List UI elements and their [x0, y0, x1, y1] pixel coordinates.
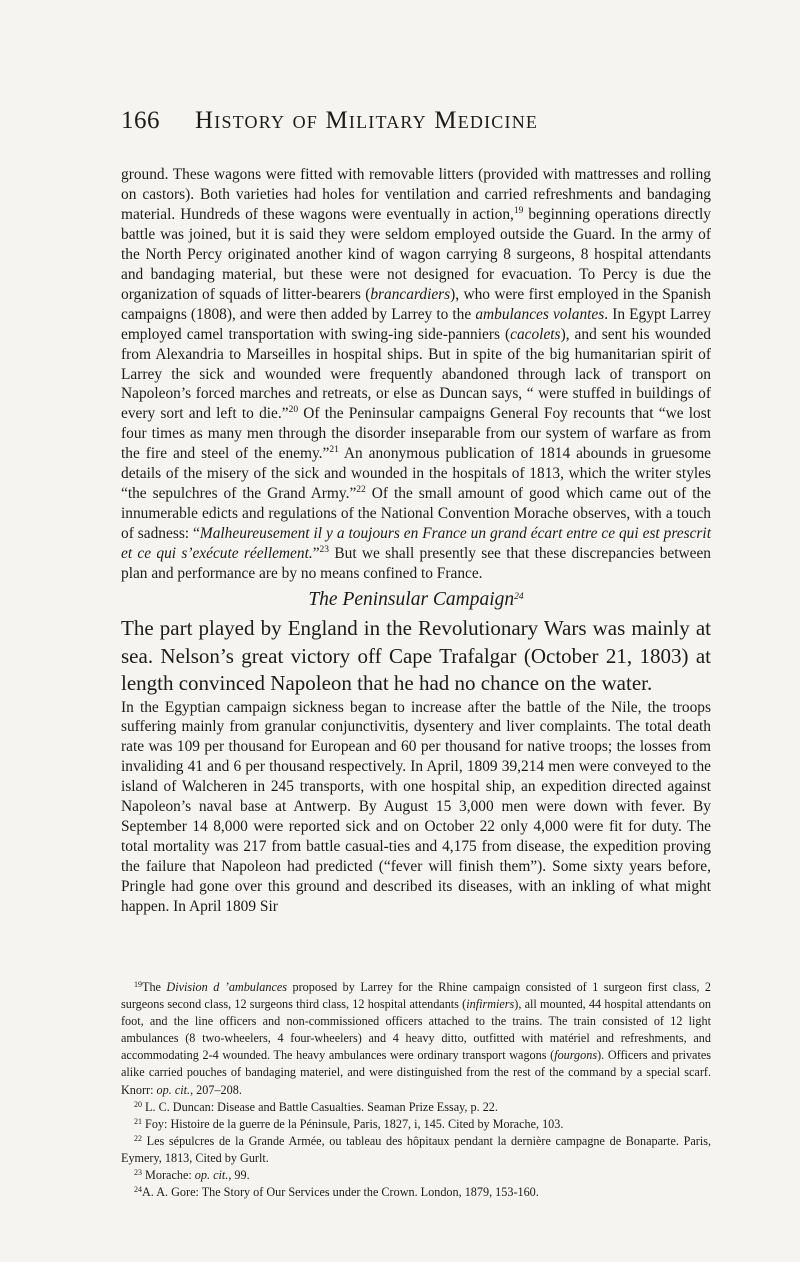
running-title: History of Military Medicine [195, 107, 539, 134]
footnote-21: $^{21}$ Foy: Histoire de la guerre de la Péninsule, Paris, 1827, i, 145. Cited by Morache, 103. [134, 1116, 564, 1131]
page-number: 166 [121, 107, 160, 134]
footnote-19: $^{19}$The Division d ’ambulances proposed by Larrey for the Rhine campaign consisted of 1 surgeon first class, 2 surgeons second class, 12 surgeons third class, 12 hospital attendants (infirmiers), all mounted, 44 hospital attendants on foot, and the line officers and non-commissioned officers attached to the trains. The train consisted of 12 light ambulances (8 two-wheelers, 4 four-wheelers) and 4 heavy ditto, outfitted with matériel and refreshments, and accommodating 2-4 wounded. The heavy ambulances were ordinary transport wagons (fourgons). Officers and privates alike carried pouches of bandaging materiel, and were distinguished from the rest of the command by a special scarf. Knorr: op. cit., 207–208. [121, 980, 711, 1097]
main-text [121, 165, 711, 917]
french-quote: Malheureusement il y a toujours en France un grand écart entre ce qui est prescrit et ce qui s’exécute réellement. [121, 525, 711, 563]
footnote-ref-24[interactable]: 24 [514, 592, 524, 603]
footnote-23: $^{23}$ Morache: op. cit., 99. [134, 1168, 250, 1183]
section-heading: The Peninsular Campaign$^{24}$ [308, 589, 524, 611]
footnote-ref-21[interactable]: 21 [329, 445, 339, 456]
footnote-ref-19[interactable]: 19 [513, 205, 524, 216]
footnote-24: $^{24}$A. A. Gore: The Story of Our Services under the Crown. London, 1879, 153-160. [134, 1185, 539, 1200]
footnote-22: $^{22}$ Les sépulcres de la Grande Armée, ou tableau des hôpitaux pendant la dernière campagne de Bonaparte. Paris, Eymery, 1813, Cited by Gurlt. [121, 1133, 711, 1165]
paragraph-1: ground. These wagons were fitted with removable litters (provided with mattresses and rolling on castors). Both varieties had holes for ventilation and carried refreshments and bandaging material. Hundreds of these wagons were eventually in action,$^{19}$ beginning operations directly battle was joined, but it is said they were seldom employed outside the Guard. In the army of the North Percy originated another kind of wagon carrying 8 surgeons, 8 hospital attendants and bandaging material, but these were not designed for evacuation. To Percy is due the organization of squads of litter-bearers (brancardiers), who were first employed in the Spanish campaigns (1808), and were then added by Larrey to the ambulances volantes. In Egypt Larrey employed camel transportation with swing-ing side-panniers (cacolets), and sent his wounded from Alexandria to Marseilles in hospital ships. But in spite of the big humanitarian spirit of Larrey the sick and wounded were frequently abandoned through lack of transport on Napoleon’s forced marches and retreats, or else as Duncan says, “ were stuffed in buildings of every sort and left to die.”$^{20}$ Of the Peninsular campaigns General Foy recounts that “we lost four times as many men through the disorder inseparable from our system of warfare as from the fire and steel of the enemy.”$^{21}$ An anonymous publication of 1814 abounds in gruesome details of the misery of the sick and wounded in the hospitals of 1813, which the writer styles “the sepulchres of the Grand Army.”$^{22}$ Of the small amount of good which came out of the innumerable edicts and regulations of the National Convention Morache observes, with a touch of sadness: “Malheureusement il y a toujours en France un grand écart entre ce qui est prescrit et ce qui s’exécute réellement.”$^{23}$ But we shall presently see that these discrepancies between plan and performance are by no means confined to France. [121, 166, 712, 583]
footnote-ref-22[interactable]: 22 [356, 485, 366, 496]
footnote-ref-20[interactable]: 20 [288, 405, 299, 416]
page-header [121, 107, 711, 151]
lead-paragraph: The part played by England in the Revolutionary Wars was mainly at sea. Nelson’s great victory off Cape Trafalgar (October 21, 1803) at length convinced Napoleon that he had no chance on the water. [121, 616, 711, 696]
footnotes [121, 979, 711, 1201]
paragraph-2: In the Egyptian campaign sickness began to increase after the battle of the Nile, the troops suffering mainly from granular conjunctivitis, dysentery and liver complaints. The total death rate was 109 per thousand for European and 60 per thousand for native troops; the losses from invaliding 41 and 6 per thousand respectively. In April, 1809 39,214 men were conveyed to the island of Walcheren in 245 transports, with one hospital ship, an expedition directed against Napoleon’s naval base at Antwerp. By August 15 3,000 men were down with fever. By September 14 8,000 were reported sick and on October 22 only 4,000 were fit for duty. The total mortality was 217 from battle casual-ties and 4,175 from disease, the expedition proving the failure that Napoleon had predicted (“fever will finish them”). Some sixty years before, Pringle had gone over this ground and described its diseases, with an inkling of what might happen. In April 1809 Sir [121, 698, 711, 916]
footnote-20: $^{20}$ L. C. Duncan: Disease and Battle Casualties. Seaman Prize Essay, p. 22. [134, 1099, 498, 1114]
footnote-ref-23[interactable]: 23 [319, 545, 330, 556]
